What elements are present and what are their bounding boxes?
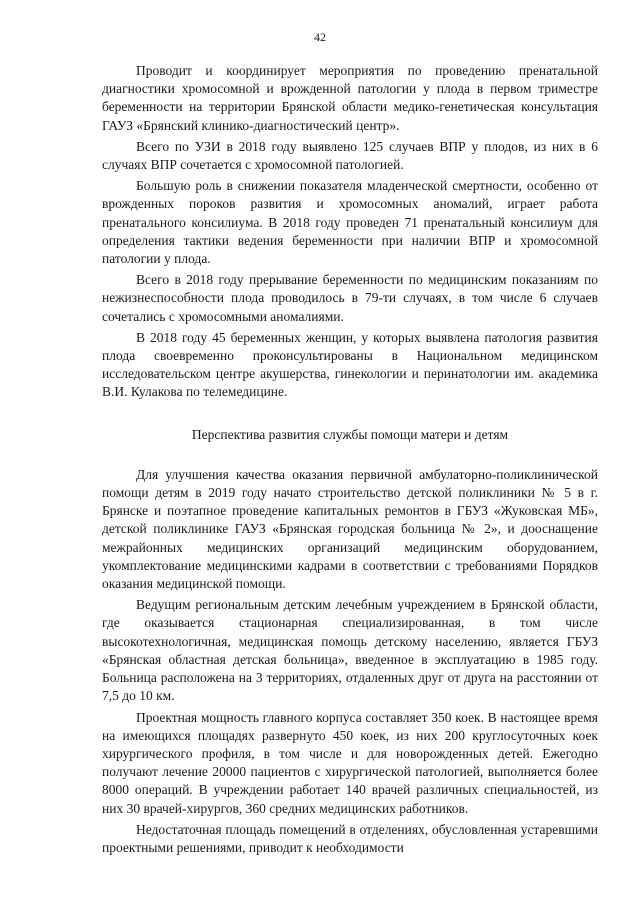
page-number: 42 — [314, 30, 326, 44]
paragraph-telemedicine: В 2018 году 45 беременных женщин, у которых выявлена патология развития плода своевременно проконсультированы в Национальном медицинском исследовательском центре акушерства, гинекологии и перинатологии им. академика В.И. Кулакова по телемедицине. — [102, 329, 598, 400]
section-title: Перспектива развития службы помощи матери и детям — [191, 426, 509, 442]
paragraph-ultrasound-stats: Всего по УЗИ в 2018 году выявлено 125 случаев ВПР у плодов, из них в 6 случаях ВПР сочетается с хромосомной патологией. — [102, 138, 598, 173]
paragraph-insufficient-space: Недостаточная площадь помещений в отделениях, обусловленная устаревшими проектными решениями, приводит к необходимости — [102, 821, 598, 855]
paragraph-prenatal-diagnostics: Проводит и координирует мероприятия по проведению пренатальной диагностики хромосомной и врожденной патологии у плода в первом триместре беременности на территории Брянской области медико-генетическая консультация ГАУЗ «Брянский клинико-диагностический центр». — [102, 63, 598, 133]
paragraph-prenatal-council: Большую роль в снижении показателя младенческой смертности, особенно от врожденных пороков развития и хромосомных аномалий, играет работа пренатального консилиума. В 2018 году проведен 71 пренатальный консилиум для определения тактики ведения беременности при наличии ВПР и хромосомной патологии у плода. — [102, 178, 598, 267]
paragraph-regional-hospital: Ведущим региональным детским лечебным учреждением в Брянской области, где оказывается стационарная специализированная, в том числе высокотехнологичная, медицинская помощь детскому населению, является ГБУЗ «Брянская областная детская больница», введенное в эксплуатацию в 1985 году. Больница расположена на 3 территориях, отдаленных друг от друга на расстоянии от 7,5 до 10 км. — [102, 597, 598, 704]
paragraph-outpatient-care: Для улучшения качества оказания первичной амбулаторно-поликлинической помощи детям в 2019 году начато строительство детской поликлиники № 5 в г. Брянске и поэтапное проведение капитальных ремонтов в ГБУЗ «Жуковская МБ», детской поликлинике ГАУЗ «Брянская городская больница № 2», и дооснащение межрайонных медицинских организаций медицинским оборудованием, укомплектование медицинскими кадрами в соответствии с требованиями Порядков оказания медицинской помощи. — [102, 466, 598, 592]
page-content — [102, 62, 598, 857]
paragraph-hospital-capacity: Проектная мощность главного корпуса составляет 350 коек. В настоящее время на имеющихся площадях развернуто 450 коек, из них 200 круглосуточных коек хирургического профиля, в том числе и для новорожденных детей. Ежегодно получают лечение 20000 пациентов с хирургической патологией, выполняется более 8000 операций. В учреждении работает 140 врачей различных специальностей, из них 30 врачей-хирургов, 360 средних медицинских работников. — [102, 709, 598, 816]
paragraph-termination-stats: Всего в 2018 году прерывание беременности по медицинским показаниям по нежизнеспособности плода проводилось в 79-ти случаях, в том числе 6 случаев сочетались с хромосомными аномалиями. — [102, 272, 598, 324]
